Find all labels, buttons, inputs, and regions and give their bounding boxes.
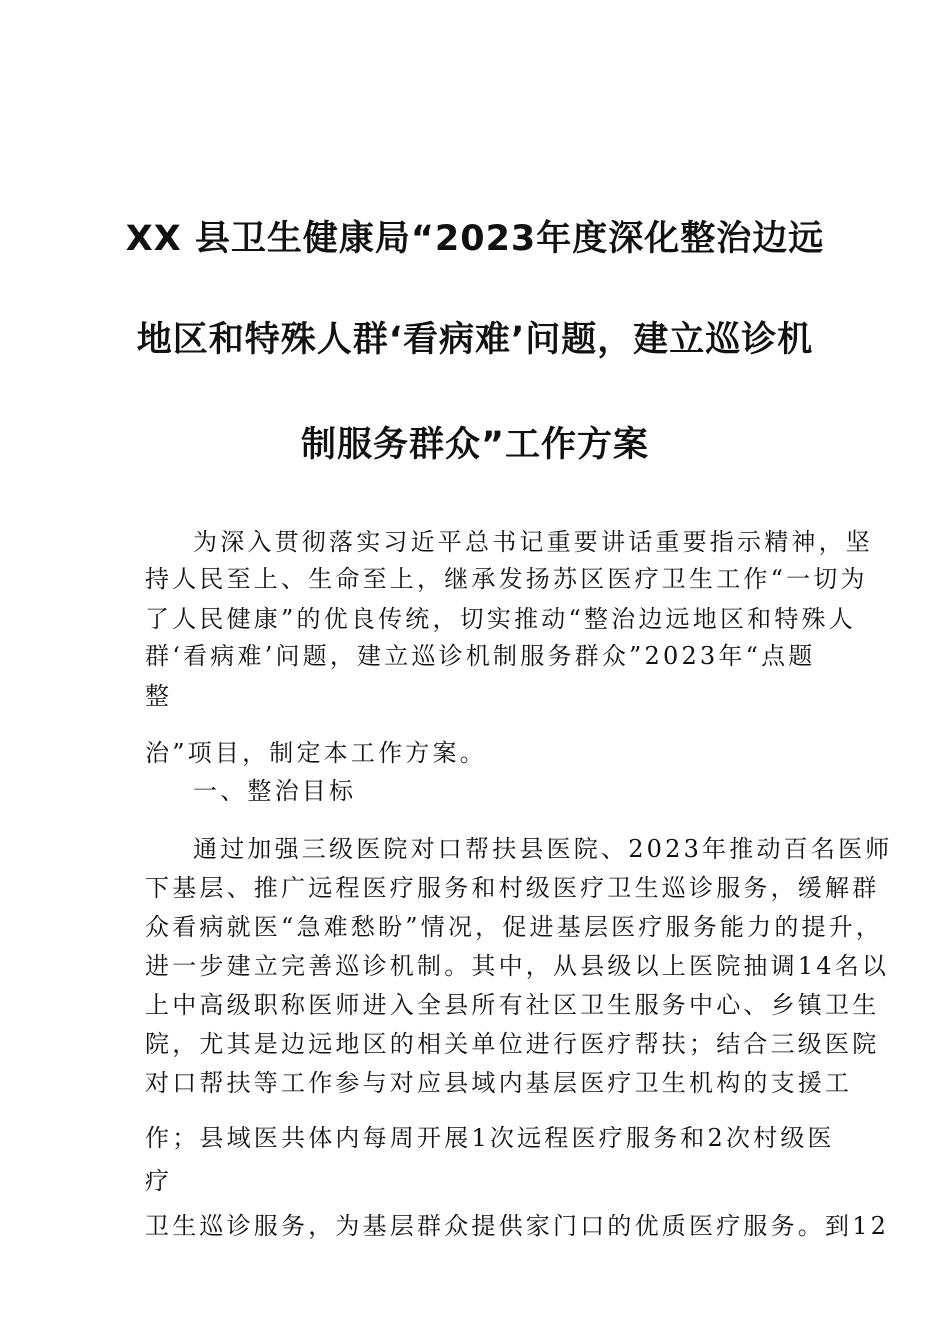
body-line-2: 持人民至上、生命至上，继承发扬苏区医疗卫生工作“一切为 [145, 565, 868, 593]
body-line-6: 治”项目，制定本工作方案。 [145, 739, 487, 767]
body-line-4: 群‘看病难’问题，建立巡诊机制服务群众”2023年“点题 [145, 642, 816, 670]
document-title-line-2: 地区和特殊人群‘看病难’问题，建立巡诊机 [136, 320, 814, 360]
body-line-13: 对口帮扶等工作参与对应县域内基层医疗卫生机构的支援工 [145, 1069, 853, 1097]
body-line-15: 疗 [145, 1167, 173, 1195]
body-line-11: 上中高级职称医师进入全县所有社区卫生服务中心、乡镇卫生 [145, 991, 880, 1019]
body-line-5: 整 [145, 682, 173, 710]
body-line-9: 众看病就医“急难愁盼”情况，促进基层医疗服务能力的提升， [145, 913, 884, 941]
body-line-12: 院，尤其是边远地区的相关单位进行医疗帮扶；结合三级医院 [145, 1030, 880, 1058]
section-heading-goals: 一、整治目标 [193, 777, 357, 805]
body-line-10: 进一步建立完善巡诊机制。其中，从县级以上医院抽调14名以 [145, 952, 890, 980]
body-line-1: 为深入贯彻落实习近平总书记重要讲话重要指示精神，坚 [193, 528, 873, 556]
body-line-7: 通过加强三级医院对口帮扶县医院、2023年推动百名医师 [193, 835, 893, 863]
document-title-line-1: XX 县卫生健康局“2023年度深化整治边远 [125, 219, 825, 259]
body-line-8: 下基层、推广远程医疗服务和村级医疗卫生巡诊服务，缓解群 [145, 874, 880, 902]
body-line-3: 了人民健康”的优良传统，切实推动“整治边远地区和特殊人 [145, 605, 856, 633]
document-title-line-3: 制服务群众”工作方案 [300, 425, 649, 465]
body-line-16: 卫生巡诊服务，为基层群众提供家门口的优质医疗服务。到12 [145, 1212, 890, 1240]
body-line-14: 作；县域医共体内每周开展1次远程医疗服务和2次村级医 [145, 1124, 835, 1152]
